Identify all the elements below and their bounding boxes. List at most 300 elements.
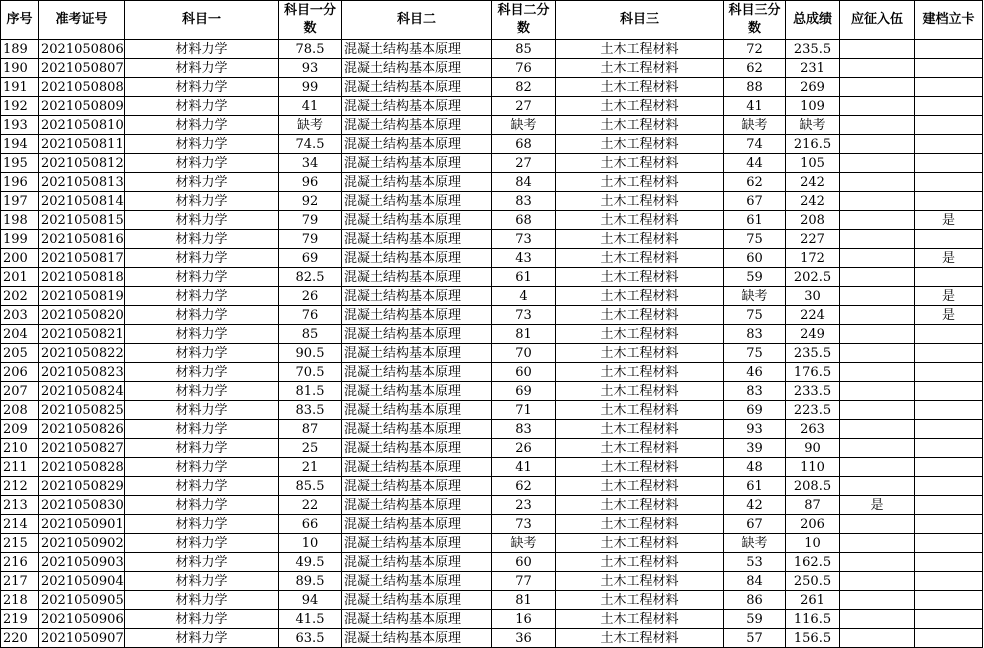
cell-score3: 75 [724, 306, 786, 325]
cell-score3: 86 [724, 591, 786, 610]
cell-card [915, 116, 983, 135]
cell-score1: 21 [279, 458, 342, 477]
cell-subject3: 土木工程材料 [556, 268, 724, 287]
cell-card [915, 97, 983, 116]
cell-score3: 72 [724, 40, 786, 59]
cell-score1: 10 [279, 534, 342, 553]
cell-score2: 84 [492, 173, 556, 192]
cell-exam-id: 2021050808 [39, 78, 125, 97]
cell-total: 109 [786, 97, 840, 116]
cell-subject3: 土木工程材料 [556, 344, 724, 363]
cell-score2: 76 [492, 59, 556, 78]
table-body [1, 40, 983, 648]
cell-card: 是 [915, 287, 983, 306]
cell-score1: 83.5 [279, 401, 342, 420]
table-row [1, 211, 983, 230]
cell-score2: 62 [492, 477, 556, 496]
cell-subject2: 混凝土结构基本原理 [342, 477, 492, 496]
cell-subject3: 土木工程材料 [556, 211, 724, 230]
cell-conscript [840, 154, 915, 173]
table-row [1, 382, 983, 401]
cell-subject2: 混凝土结构基本原理 [342, 211, 492, 230]
cell-subject1: 材料力学 [125, 40, 279, 59]
cell-subject1: 材料力学 [125, 553, 279, 572]
cell-subject3: 土木工程材料 [556, 192, 724, 211]
cell-conscript [840, 230, 915, 249]
cell-score1: 25 [279, 439, 342, 458]
cell-total: 242 [786, 173, 840, 192]
cell-score2: 73 [492, 306, 556, 325]
cell-score2: 16 [492, 610, 556, 629]
cell-score3: 46 [724, 363, 786, 382]
cell-total: 87 [786, 496, 840, 515]
cell-seq: 215 [1, 534, 39, 553]
cell-card [915, 610, 983, 629]
cell-subject3: 土木工程材料 [556, 173, 724, 192]
cell-subject3: 土木工程材料 [556, 306, 724, 325]
cell-score3: 39 [724, 439, 786, 458]
table-row [1, 477, 983, 496]
cell-seq: 210 [1, 439, 39, 458]
cell-seq: 217 [1, 572, 39, 591]
cell-exam-id: 2021050819 [39, 287, 125, 306]
cell-conscript [840, 534, 915, 553]
cell-conscript [840, 439, 915, 458]
cell-score2: 61 [492, 268, 556, 287]
table-row [1, 401, 983, 420]
cell-subject1: 材料力学 [125, 382, 279, 401]
cell-seq: 212 [1, 477, 39, 496]
cell-score2: 27 [492, 154, 556, 173]
cell-score3: 67 [724, 192, 786, 211]
cell-total: 231 [786, 59, 840, 78]
cell-score2: 26 [492, 439, 556, 458]
cell-score3: 42 [724, 496, 786, 515]
cell-subject2: 混凝土结构基本原理 [342, 287, 492, 306]
header-subject2: 科目二 [342, 1, 492, 40]
cell-seq: 213 [1, 496, 39, 515]
cell-subject1: 材料力学 [125, 154, 279, 173]
cell-card [915, 40, 983, 59]
cell-conscript [840, 420, 915, 439]
cell-exam-id: 2021050820 [39, 306, 125, 325]
cell-total: 116.5 [786, 610, 840, 629]
cell-score2: 73 [492, 515, 556, 534]
cell-subject2: 混凝土结构基本原理 [342, 344, 492, 363]
cell-subject1: 材料力学 [125, 249, 279, 268]
cell-seq: 199 [1, 230, 39, 249]
cell-subject3: 土木工程材料 [556, 78, 724, 97]
cell-subject1: 材料力学 [125, 534, 279, 553]
table-row [1, 325, 983, 344]
cell-seq: 191 [1, 78, 39, 97]
cell-exam-id: 2021050809 [39, 97, 125, 116]
cell-seq: 220 [1, 629, 39, 648]
cell-conscript [840, 553, 915, 572]
cell-subject1: 材料力学 [125, 477, 279, 496]
cell-card: 是 [915, 211, 983, 230]
cell-subject3: 土木工程材料 [556, 553, 724, 572]
cell-seq: 211 [1, 458, 39, 477]
header-subject1: 科目一 [125, 1, 279, 40]
cell-conscript [840, 306, 915, 325]
cell-score2: 83 [492, 192, 556, 211]
cell-score1: 66 [279, 515, 342, 534]
cell-score1: 63.5 [279, 629, 342, 648]
cell-exam-id: 2021050824 [39, 382, 125, 401]
cell-subject1: 材料力学 [125, 458, 279, 477]
header-subject3: 科目三 [556, 1, 724, 40]
cell-exam-id: 2021050816 [39, 230, 125, 249]
cell-exam-id: 2021050830 [39, 496, 125, 515]
cell-subject1: 材料力学 [125, 325, 279, 344]
cell-score2: 68 [492, 135, 556, 154]
cell-score1: 90.5 [279, 344, 342, 363]
cell-subject1: 材料力学 [125, 192, 279, 211]
cell-score1: 85 [279, 325, 342, 344]
cell-seq: 203 [1, 306, 39, 325]
cell-conscript [840, 629, 915, 648]
cell-card [915, 591, 983, 610]
cell-subject2: 混凝土结构基本原理 [342, 572, 492, 591]
cell-score2: 69 [492, 382, 556, 401]
cell-conscript [840, 249, 915, 268]
cell-subject1: 材料力学 [125, 629, 279, 648]
cell-score3: 59 [724, 610, 786, 629]
cell-subject3: 土木工程材料 [556, 382, 724, 401]
cell-exam-id: 2021050829 [39, 477, 125, 496]
cell-score1: 94 [279, 591, 342, 610]
cell-score2: 82 [492, 78, 556, 97]
cell-exam-id: 2021050901 [39, 515, 125, 534]
cell-subject1: 材料力学 [125, 572, 279, 591]
cell-score3: 62 [724, 173, 786, 192]
cell-score3: 缺考 [724, 287, 786, 306]
table-row [1, 515, 983, 534]
cell-subject2: 混凝土结构基本原理 [342, 382, 492, 401]
cell-subject3: 土木工程材料 [556, 97, 724, 116]
cell-card [915, 78, 983, 97]
cell-score3: 57 [724, 629, 786, 648]
cell-score2: 缺考 [492, 534, 556, 553]
cell-conscript [840, 78, 915, 97]
cell-seq: 190 [1, 59, 39, 78]
cell-card [915, 401, 983, 420]
cell-total: 261 [786, 591, 840, 610]
cell-score2: 81 [492, 591, 556, 610]
header-row [1, 1, 983, 40]
cell-subject1: 材料力学 [125, 78, 279, 97]
cell-subject2: 混凝土结构基本原理 [342, 439, 492, 458]
cell-total: 162.5 [786, 553, 840, 572]
cell-subject1: 材料力学 [125, 591, 279, 610]
cell-conscript [840, 325, 915, 344]
cell-conscript [840, 477, 915, 496]
cell-score1: 89.5 [279, 572, 342, 591]
cell-subject2: 混凝土结构基本原理 [342, 458, 492, 477]
cell-conscript [840, 116, 915, 135]
cell-total: 172 [786, 249, 840, 268]
cell-card: 是 [915, 249, 983, 268]
cell-card [915, 382, 983, 401]
cell-conscript [840, 40, 915, 59]
cell-conscript [840, 591, 915, 610]
cell-subject2: 混凝土结构基本原理 [342, 306, 492, 325]
cell-subject2: 混凝土结构基本原理 [342, 515, 492, 534]
cell-score1: 76 [279, 306, 342, 325]
cell-score2: 73 [492, 230, 556, 249]
cell-subject2: 混凝土结构基本原理 [342, 591, 492, 610]
cell-conscript [840, 135, 915, 154]
cell-total: 208 [786, 211, 840, 230]
cell-exam-id: 2021050822 [39, 344, 125, 363]
cell-score3: 44 [724, 154, 786, 173]
cell-exam-id: 2021050815 [39, 211, 125, 230]
cell-total: 242 [786, 192, 840, 211]
cell-score3: 60 [724, 249, 786, 268]
cell-subject1: 材料力学 [125, 230, 279, 249]
cell-subject3: 土木工程材料 [556, 363, 724, 382]
cell-score2: 27 [492, 97, 556, 116]
cell-card [915, 553, 983, 572]
cell-total: 216.5 [786, 135, 840, 154]
cell-subject3: 土木工程材料 [556, 477, 724, 496]
cell-subject3: 土木工程材料 [556, 59, 724, 78]
cell-total: 227 [786, 230, 840, 249]
cell-score2: 60 [492, 553, 556, 572]
cell-subject3: 土木工程材料 [556, 534, 724, 553]
cell-score3: 83 [724, 325, 786, 344]
table-row [1, 135, 983, 154]
cell-exam-id: 2021050823 [39, 363, 125, 382]
cell-total: 208.5 [786, 477, 840, 496]
cell-score2: 43 [492, 249, 556, 268]
cell-subject2: 混凝土结构基本原理 [342, 78, 492, 97]
cell-score1: 74.5 [279, 135, 342, 154]
cell-subject1: 材料力学 [125, 97, 279, 116]
cell-score3: 93 [724, 420, 786, 439]
table-row [1, 629, 983, 648]
table-row [1, 420, 983, 439]
table-row [1, 287, 983, 306]
cell-card [915, 477, 983, 496]
cell-subject2: 混凝土结构基本原理 [342, 173, 492, 192]
cell-score3: 88 [724, 78, 786, 97]
cell-total: 176.5 [786, 363, 840, 382]
cell-subject1: 材料力学 [125, 610, 279, 629]
cell-exam-id: 2021050825 [39, 401, 125, 420]
cell-subject1: 材料力学 [125, 515, 279, 534]
cell-total: 156.5 [786, 629, 840, 648]
cell-subject1: 材料力学 [125, 401, 279, 420]
cell-subject3: 土木工程材料 [556, 116, 724, 135]
cell-total: 233.5 [786, 382, 840, 401]
cell-score3: 74 [724, 135, 786, 154]
table-row [1, 496, 983, 515]
cell-exam-id: 2021050818 [39, 268, 125, 287]
cell-score1: 41.5 [279, 610, 342, 629]
table-row [1, 534, 983, 553]
cell-exam-id: 2021050807 [39, 59, 125, 78]
cell-subject2: 混凝土结构基本原理 [342, 154, 492, 173]
cell-conscript [840, 287, 915, 306]
cell-subject2: 混凝土结构基本原理 [342, 534, 492, 553]
cell-seq: 216 [1, 553, 39, 572]
cell-conscript: 是 [840, 496, 915, 515]
header-total: 总成绩 [786, 1, 840, 40]
cell-card [915, 173, 983, 192]
cell-total: 249 [786, 325, 840, 344]
cell-subject2: 混凝土结构基本原理 [342, 420, 492, 439]
cell-seq: 189 [1, 40, 39, 59]
cell-subject2: 混凝土结构基本原理 [342, 268, 492, 287]
cell-score1: 82.5 [279, 268, 342, 287]
cell-card: 是 [915, 306, 983, 325]
cell-score1: 26 [279, 287, 342, 306]
cell-conscript [840, 572, 915, 591]
header-card: 建档立卡 [915, 1, 983, 40]
cell-score2: 缺考 [492, 116, 556, 135]
header-score1: 科目一分数 [279, 1, 342, 40]
cell-conscript [840, 382, 915, 401]
cell-seq: 194 [1, 135, 39, 154]
cell-total: 105 [786, 154, 840, 173]
cell-subject1: 材料力学 [125, 363, 279, 382]
cell-subject1: 材料力学 [125, 496, 279, 515]
cell-conscript [840, 610, 915, 629]
table-row [1, 154, 983, 173]
cell-card [915, 496, 983, 515]
cell-total: 10 [786, 534, 840, 553]
cell-subject2: 混凝土结构基本原理 [342, 249, 492, 268]
cell-total: 263 [786, 420, 840, 439]
cell-subject3: 土木工程材料 [556, 591, 724, 610]
cell-score2: 77 [492, 572, 556, 591]
cell-score2: 70 [492, 344, 556, 363]
cell-card [915, 192, 983, 211]
cell-score3: 67 [724, 515, 786, 534]
table-row [1, 249, 983, 268]
cell-exam-id: 2021050906 [39, 610, 125, 629]
cell-exam-id: 2021050905 [39, 591, 125, 610]
cell-subject3: 土木工程材料 [556, 287, 724, 306]
table-row [1, 268, 983, 287]
cell-seq: 197 [1, 192, 39, 211]
cell-score2: 83 [492, 420, 556, 439]
cell-exam-id: 2021050821 [39, 325, 125, 344]
cell-total: 223.5 [786, 401, 840, 420]
cell-exam-id: 2021050903 [39, 553, 125, 572]
table-row [1, 439, 983, 458]
cell-score3: 59 [724, 268, 786, 287]
cell-subject2: 混凝土结构基本原理 [342, 401, 492, 420]
header-score2: 科目二分数 [492, 1, 556, 40]
cell-score1: 34 [279, 154, 342, 173]
cell-subject2: 混凝土结构基本原理 [342, 116, 492, 135]
cell-seq: 208 [1, 401, 39, 420]
cell-subject3: 土木工程材料 [556, 325, 724, 344]
cell-score1: 79 [279, 211, 342, 230]
cell-subject2: 混凝土结构基本原理 [342, 97, 492, 116]
cell-card [915, 534, 983, 553]
cell-total: 110 [786, 458, 840, 477]
cell-subject3: 土木工程材料 [556, 230, 724, 249]
cell-total: 224 [786, 306, 840, 325]
table-row [1, 173, 983, 192]
table-row [1, 192, 983, 211]
table-row [1, 344, 983, 363]
cell-subject2: 混凝土结构基本原理 [342, 40, 492, 59]
table-row [1, 78, 983, 97]
cell-score3: 69 [724, 401, 786, 420]
cell-subject3: 土木工程材料 [556, 572, 724, 591]
cell-exam-id: 2021050904 [39, 572, 125, 591]
cell-total: 202.5 [786, 268, 840, 287]
cell-subject3: 土木工程材料 [556, 249, 724, 268]
cell-seq: 201 [1, 268, 39, 287]
table-row [1, 40, 983, 59]
cell-score1: 缺考 [279, 116, 342, 135]
cell-subject1: 材料力学 [125, 306, 279, 325]
cell-seq: 206 [1, 363, 39, 382]
cell-seq: 209 [1, 420, 39, 439]
cell-subject2: 混凝土结构基本原理 [342, 629, 492, 648]
table-row [1, 59, 983, 78]
table-row [1, 610, 983, 629]
cell-exam-id: 2021050907 [39, 629, 125, 648]
cell-score3: 48 [724, 458, 786, 477]
cell-card [915, 420, 983, 439]
cell-seq: 196 [1, 173, 39, 192]
cell-conscript [840, 192, 915, 211]
cell-score3: 61 [724, 211, 786, 230]
cell-seq: 202 [1, 287, 39, 306]
cell-card [915, 154, 983, 173]
cell-seq: 204 [1, 325, 39, 344]
header-exam-id: 准考证号 [39, 1, 125, 40]
cell-total: 206 [786, 515, 840, 534]
table-row [1, 458, 983, 477]
cell-card [915, 59, 983, 78]
table-row [1, 97, 983, 116]
cell-score1: 85.5 [279, 477, 342, 496]
cell-score1: 22 [279, 496, 342, 515]
cell-card [915, 439, 983, 458]
table-row [1, 553, 983, 572]
cell-subject2: 混凝土结构基本原理 [342, 230, 492, 249]
cell-conscript [840, 401, 915, 420]
cell-seq: 205 [1, 344, 39, 363]
cell-score1: 79 [279, 230, 342, 249]
cell-card [915, 268, 983, 287]
cell-conscript [840, 363, 915, 382]
table-row [1, 230, 983, 249]
cell-subject2: 混凝土结构基本原理 [342, 496, 492, 515]
cell-score1: 41 [279, 97, 342, 116]
cell-subject2: 混凝土结构基本原理 [342, 135, 492, 154]
table-row [1, 591, 983, 610]
cell-exam-id: 2021050812 [39, 154, 125, 173]
cell-conscript [840, 268, 915, 287]
cell-conscript [840, 344, 915, 363]
cell-subject3: 土木工程材料 [556, 496, 724, 515]
cell-score2: 41 [492, 458, 556, 477]
cell-subject1: 材料力学 [125, 116, 279, 135]
cell-card [915, 325, 983, 344]
cell-score1: 99 [279, 78, 342, 97]
cell-score2: 36 [492, 629, 556, 648]
cell-seq: 198 [1, 211, 39, 230]
